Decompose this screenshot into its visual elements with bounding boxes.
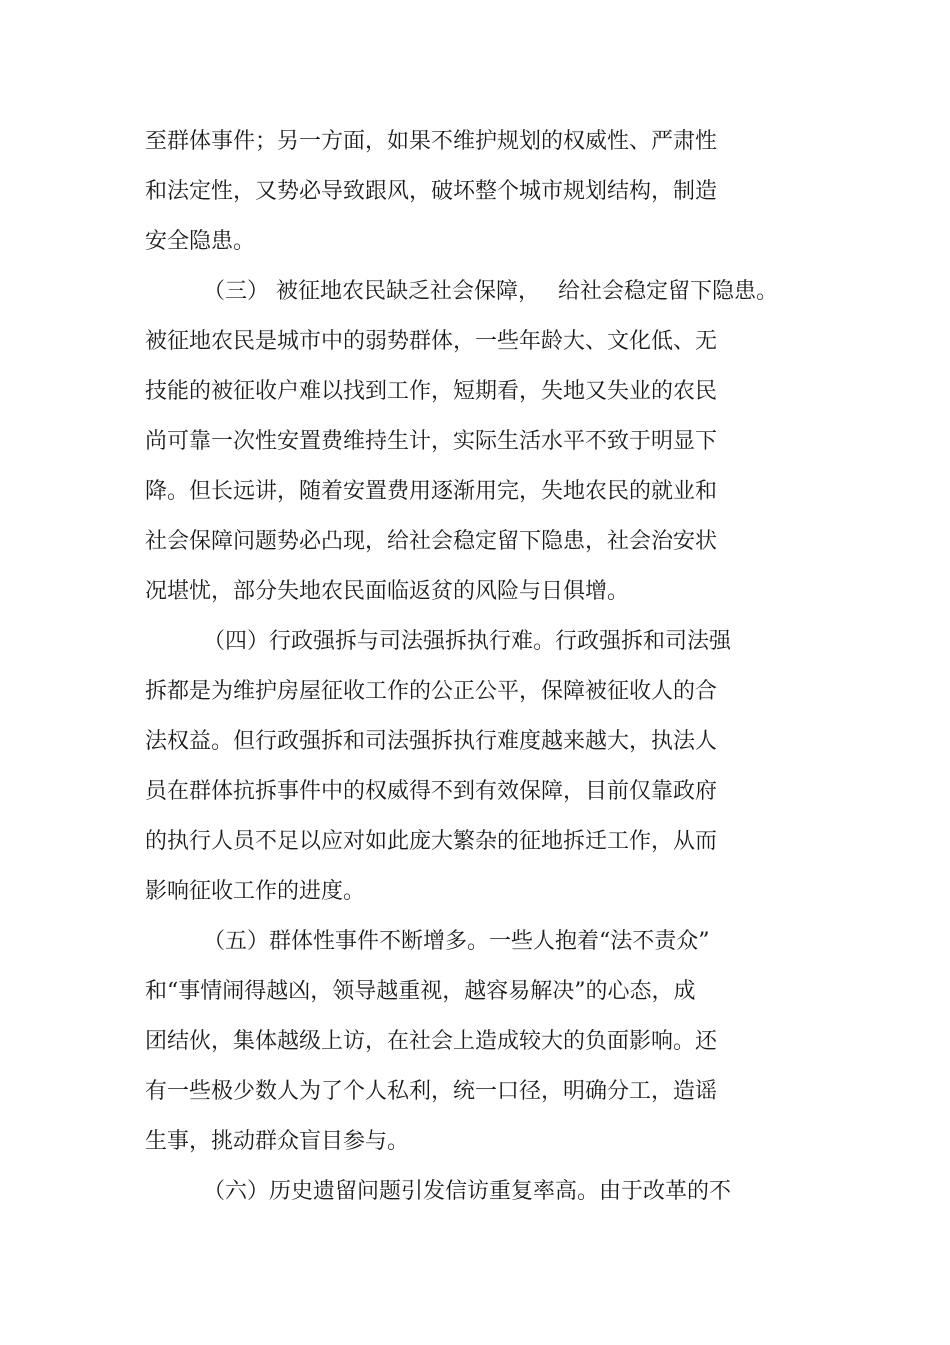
text-line: 团结伙，集体越级上访，在社会上造成较大的负面影响。还 bbox=[145, 1029, 718, 1054]
text-line: 降。但长远讲，随着安置费用逐渐用完，失地农民的就业和 bbox=[145, 479, 718, 504]
text-line: 尚可靠一次性安置费维持生计，实际生活水平不致于明显下 bbox=[145, 429, 718, 454]
text-line: 和法定性，又势必导致跟风，破坏整个城市规划结构，制造 bbox=[145, 179, 718, 204]
section-heading-3: （三） 被征地农民缺乏社会保障， 给社会稳定留下隐患。 bbox=[203, 279, 778, 304]
section-heading-5: （五）群体性事件不断增多。一些人抱着“法不责众” bbox=[203, 929, 710, 954]
text-line: 至群体事件；另一方面，如果不维护规划的权威性、严肃性 bbox=[145, 129, 718, 154]
text-line: 和“事情闹得越凶，领导越重视，越容易解决”的心态，成 bbox=[145, 979, 696, 1004]
text-line: 技能的被征收户难以找到工作，短期看，失地又失业的农民 bbox=[145, 379, 718, 404]
text-line: 生事，挑动群众盲目参与。 bbox=[145, 1129, 410, 1154]
text-line: 拆都是为维护房屋征收工作的公正公平，保障被征收人的合 bbox=[145, 679, 718, 704]
section-heading-6: （六）历史遗留问题引发信访重复率高。由于改革的不 bbox=[203, 1179, 732, 1204]
text-line: 的执行人员不足以应对如此庞大繁杂的征地拆迁工作，从而 bbox=[145, 829, 718, 854]
text-line: 社会保障问题势必凸现，给社会稳定留下隐患，社会治安状 bbox=[145, 529, 718, 554]
text-line: 安全隐患。 bbox=[145, 229, 256, 254]
text-line: 被征地农民是城市中的弱势群体，一些年龄大、文化低、无 bbox=[145, 329, 718, 354]
text-line: 况堪忧，部分失地农民面临返贫的风险与日俱增。 bbox=[145, 579, 630, 604]
section-heading-4: （四）行政强拆与司法强拆执行难。行政强拆和司法强 bbox=[203, 629, 732, 654]
text-line: 影响征收工作的进度。 bbox=[145, 879, 366, 904]
text-line: 法权益。但行政强拆和司法强拆执行难度越来越大，执法人 bbox=[145, 729, 718, 754]
text-line: 员在群体抗拆事件中的权威得不到有效保障，目前仅靠政府 bbox=[145, 779, 718, 804]
text-line: 有一些极少数人为了个人私利，统一口径，明确分工，造谣 bbox=[145, 1079, 718, 1104]
